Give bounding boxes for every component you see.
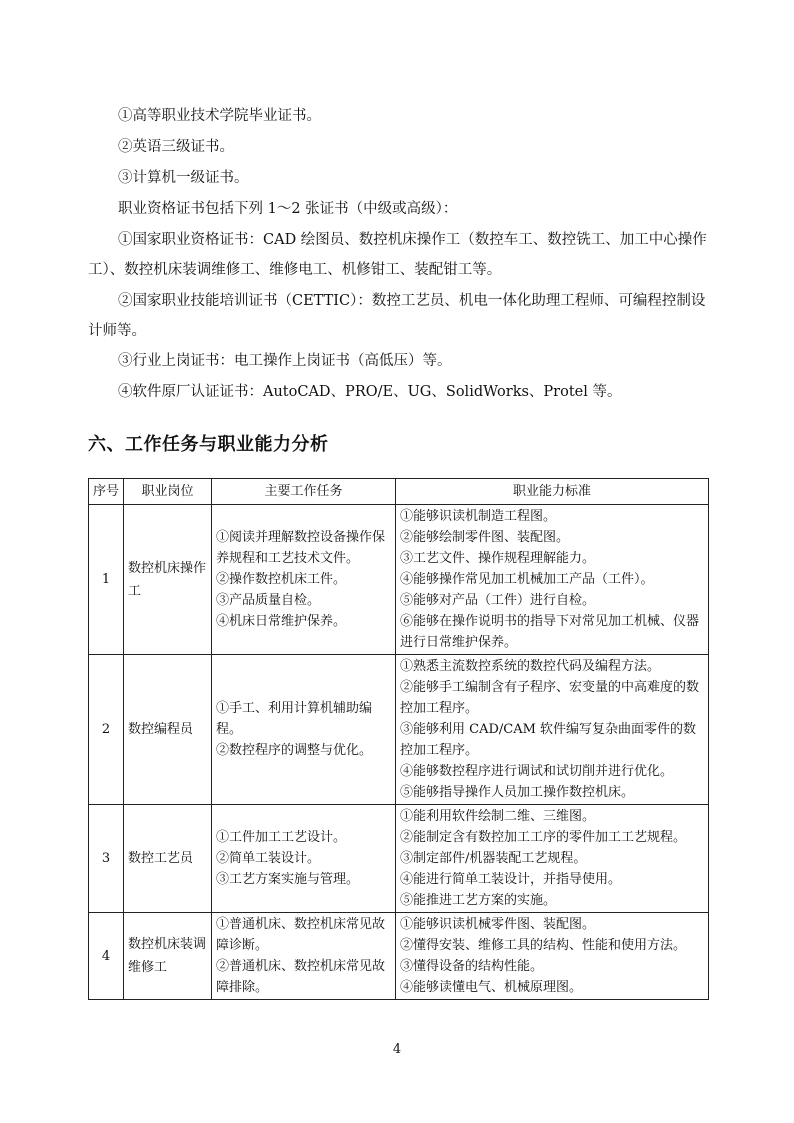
header-no: 序号 (89, 479, 124, 505)
row-no: 2 (89, 655, 124, 805)
row-standards (396, 505, 709, 655)
standard-item: ④能够操作常见加工机械加工产品（工件）。 (400, 572, 654, 587)
table-row (89, 655, 709, 805)
section-title: 六、工作任务与职业能力分析 (88, 434, 329, 455)
standard-item: ③懂得设备的结构性能。 (400, 959, 544, 974)
row-no: 3 (89, 805, 124, 913)
row-post: 数控机床装调维修工 (124, 913, 212, 1000)
task-item: ②普通机床、数控机床常见故障排除。 (216, 959, 386, 995)
certificate-item-1: ①高等职业技术学院毕业证书。 (118, 108, 321, 124)
standard-item: ⑤能够对产品（工件）进行自检。 (400, 593, 596, 608)
header-tasks: 主要工作任务 (212, 479, 396, 505)
header-standards: 职业能力标准 (396, 479, 709, 505)
task-item: ②操作数控机床工件。 (216, 572, 347, 587)
task-item: ④机床日常维护保养。 (216, 614, 347, 629)
standard-item: ②懂得安装、维修工具的结构、性能和使用方法。 (400, 938, 687, 953)
qualification-item-4: ④软件原厂认证证书：AutoCAD、PRO/E、UG、SolidWorks、Protel 等。 (118, 384, 622, 400)
qualification-item-1: ①国家职业资格证书：CAD 绘图员、数控机床操作工（数控车工、数控铣工、加工中心操作工）、数控机床装调维修工、维修电工、机修钳工、装配钳工等。 (88, 232, 707, 278)
qualification-item-3: ③行业上岗证书：电工操作上岗证书（高低压）等。 (118, 353, 452, 369)
competency-table (88, 478, 709, 1000)
task-item: ①手工、利用计算机辅助编程。 (216, 701, 373, 737)
row-no: 4 (89, 913, 124, 1000)
row-tasks (212, 655, 396, 805)
page-number: 4 (392, 1042, 402, 1057)
standard-item: ③制定部件/机器装配工艺规程。 (400, 851, 587, 866)
standard-item: ①熟悉主流数控系统的数控代码及编程方法。 (400, 659, 661, 674)
row-tasks (212, 805, 396, 913)
task-item: ①普通机床、数控机床常见故障诊断。 (216, 917, 386, 953)
row-standards (396, 805, 709, 913)
row-tasks (212, 505, 396, 655)
row-standards (396, 655, 709, 805)
task-item: ①工件加工工艺设计。 (216, 830, 347, 845)
row-tasks (212, 913, 396, 1000)
standard-item: ①能够识读机械零件图、装配图。 (400, 917, 596, 932)
task-item: ③产品质量自检。 (216, 593, 321, 608)
row-post: 数控编程员 (124, 655, 212, 805)
task-item: ②数控程序的调整与优化。 (216, 743, 373, 758)
row-post: 数控工艺员 (124, 805, 212, 913)
row-post: 数控机床操作工 (124, 505, 212, 655)
standard-item: ④能够数控程序进行调试和试切削并进行优化。 (400, 764, 674, 779)
standard-item: ①能利用软件绘制二维、三维图。 (400, 809, 596, 824)
standard-item: ⑥能够在操作说明书的指导下对常见加工机械、仪器进行日常维护保养。 (400, 614, 700, 650)
row-no: 1 (89, 505, 124, 655)
task-item: ②简单工装设计。 (216, 851, 321, 866)
qualification-item-2: ②国家职业技能培训证书（CETTIC）：数控工艺员、机电一体化助理工程师、可编程控制设计师等。 (88, 293, 706, 339)
task-item: ③工艺方案实施与管理。 (216, 872, 360, 887)
table-row (89, 913, 709, 1000)
standard-item: ①能够识读机制造工程图。 (400, 509, 557, 524)
standard-item: ②能够绘制零件图、装配图。 (400, 530, 570, 545)
header-post: 职业岗位 (124, 479, 212, 505)
standard-item: ⑤能够指导操作人员加工操作数控机床。 (400, 785, 635, 800)
standard-item: ③工艺文件、操作规程理解能力。 (400, 551, 596, 566)
row-standards (396, 913, 709, 1000)
certificate-item-2: ②英语三级证书。 (118, 139, 234, 155)
standard-item: ④能够读懂电气、机械原理图。 (400, 980, 583, 995)
table-row (89, 505, 709, 655)
standard-item: ④能进行简单工装设计，并指导使用。 (400, 872, 622, 887)
qualification-intro: 职业资格证书包括下列 1～2 张证书（中级或高级）： (118, 201, 458, 217)
task-item: ①阅读并理解数控设备操作保养规程和工艺技术文件。 (216, 530, 386, 566)
standard-item: ⑤能推进工艺方案的实施。 (400, 893, 557, 908)
certificate-item-3: ③计算机一级证书。 (118, 170, 249, 186)
table-row (89, 805, 709, 913)
standard-item: ②能制定含有数控加工工序的零件加工工艺规程。 (400, 830, 687, 845)
standard-item: ③能够利用 CAD/CAM 软件编写复杂曲面零件的数控加工程序。 (400, 722, 697, 758)
table-header-row (89, 479, 709, 505)
standard-item: ②能够手工编制含有子程序、宏变量的中高难度的数控加工程序。 (400, 680, 700, 716)
